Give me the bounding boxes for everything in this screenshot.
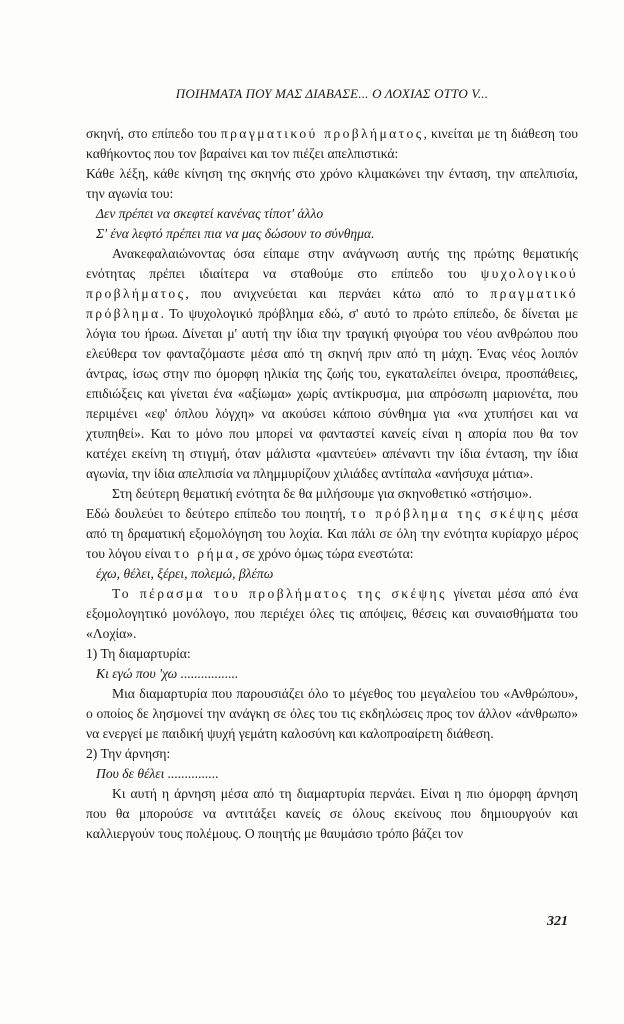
text-span: Εδώ δουλεύει το δεύτερο επίπεδο του ποιητή, bbox=[86, 506, 351, 521]
list-item-label: 2) Την άρνηση: bbox=[86, 746, 171, 761]
paragraph bbox=[86, 124, 578, 164]
spaced-emphasis: Το πέρασμα του προβλήματος της σκέψης bbox=[112, 586, 447, 601]
spaced-emphasis: πραγματικού προβλήματος bbox=[220, 126, 424, 141]
verse-line: Δεν πρέπει να σκεφτεί κανένας τίποτ' άλλο bbox=[96, 206, 324, 221]
text-span: σκηνή, στο επίπεδο του bbox=[86, 126, 221, 141]
text-span: , κινείται με τη διάθεση του καθήκοντος που τον βαραίνει και τον πιέζει απελπιστικά: bbox=[86, 126, 578, 161]
verse-line: Κι εγώ που 'χω ................. bbox=[96, 666, 239, 681]
running-title: ΠΟΙΗΜΑΤΑ ΠΟΥ ΜΑΣ ΔΙΑΒΑΣΕ... Ο ΛΟΧΙΑΣ ΟΤΤΟ V... bbox=[175, 86, 489, 101]
verse-line: Που δε θέλει ............... bbox=[96, 766, 219, 781]
paragraph: Κι αυτή η άρνηση μέσα από τη διαμαρτυρία περνάει. Είναι η πιο όμορφη άρνηση που θα μπορούσε να αντιτάξει κανείς σε όλους εκείνους που δημιουργούν και καλλιεργούν τους πολέμους. Ο ποιητής με θαυμάσιο τρόπο βάζει τον bbox=[86, 786, 578, 841]
spaced-emphasis: πραγματικό πρόβλημα bbox=[86, 286, 578, 321]
text-span: μέσα από τη δραματική εξομολόγηση του λοχία. Και πάλι σε όλη την ενότητα κυρίαρχο μέρος του λόγου είναι bbox=[86, 506, 578, 561]
paragraph: Στη δεύτερη θεματική ενότητα δε θα μιλήσουμε για σκηνοθετικό «στήσιμο». bbox=[112, 486, 533, 501]
paragraph bbox=[86, 584, 578, 644]
text-span: . Το ψυχολογικό πρόβλημα εδώ, σ' αυτό το πρώτο επίπεδο, δε δίνεται με λόγια του ήρωα. Δίνεται μ' αυτή την ίδια την τραγική φιγούρα του νέου ανθρώπου που ελεύθερα τον φανταζόμαστε μέσα από τη σκηνή πριν από τη μάχη. Ένας νέος λοιπόν άντρας, ίσως στην πιο όμορφη ηλικία της ζωής του, εγκαταλείπει όνειρα, προσπάθειες, επιδιώξεις και γίνεται ένα «αξίωμα» χωρίς αντίκρυσμα, μια απρόσωπη μαριονέτα, που περιμένει «εφ' όπλου λόγχη» να ακούσει κάποιο σύνθημα για «να χτυπήσει και να χτυπηθεί». Και το μόνο που μπορεί να φανταστεί κανείς είναι η απορία που θα τον κατέχει εκείνη τη στιγμή, όταν μάλιστα «μαντεύει» απέναντι την ίδια ένταση, την ίδια αγωνία, την ίδια απελπισία να πλημμυρίζουν χιλιάδες αντίπαλα «ανήσυχα μάτια». bbox=[86, 306, 578, 481]
text-span: , σε χρόνο όμως τώρα ενεστώτα: bbox=[235, 546, 414, 561]
spaced-emphasis: το ρήμα bbox=[174, 546, 236, 561]
paragraph bbox=[86, 504, 578, 564]
paragraph: Κάθε λέξη, κάθε κίνηση της σκηνής στο χρόνο κλιμακώνει την ένταση, την απελπισία, την αγωνία του: bbox=[86, 166, 578, 201]
verse-line: έχω, θέλει, ξέρει, πολεμώ, βλέπω bbox=[96, 566, 274, 581]
list-item-label: 1) Τη διαμαρτυρία: bbox=[86, 646, 191, 661]
verse-line: Σ' ένα λεφτό πρέπει πια να μας δώσουν το σύνθημα. bbox=[96, 226, 375, 241]
text-span: γίνεται μέσα από ένα εξομολογητικό μονόλογο, που περιέχει όλες τις απόψεις, θέσεις και συναισθήματα του «Λοχία». bbox=[86, 586, 578, 641]
paragraph: Μια διαμαρτυρία που παρουσιάζει όλο το μέγεθος του μεγαλείου του «Ανθρώπου», ο οποίος δε λησμονεί την ανάγκη σε όλες του τις εκδηλώσεις προς τον άλλον «άνθρωπο» να ενεργεί με παιδική ψυχή γεμάτη καλοσύνη και καλοπροαίρετη διάθεση. bbox=[86, 686, 578, 741]
spaced-emphasis: ψυχολογικού προβλήματος bbox=[86, 266, 578, 301]
paragraph bbox=[86, 244, 578, 484]
body-text bbox=[86, 124, 578, 844]
page-number: 321 bbox=[547, 914, 568, 929]
text-span: , που ανιχνεύεται και περνάει κάτω από το bbox=[185, 286, 491, 301]
text-span: Ανακεφαλαιώνοντας όσα είπαμε στην ανάγνωση αυτής της πρώτης θεματικής ενότητας πρέπει ιδιαίτερα να σταθούμε στο επίπεδο του bbox=[86, 246, 578, 281]
spaced-emphasis: το πρόβλημα της σκέψης bbox=[350, 506, 546, 521]
